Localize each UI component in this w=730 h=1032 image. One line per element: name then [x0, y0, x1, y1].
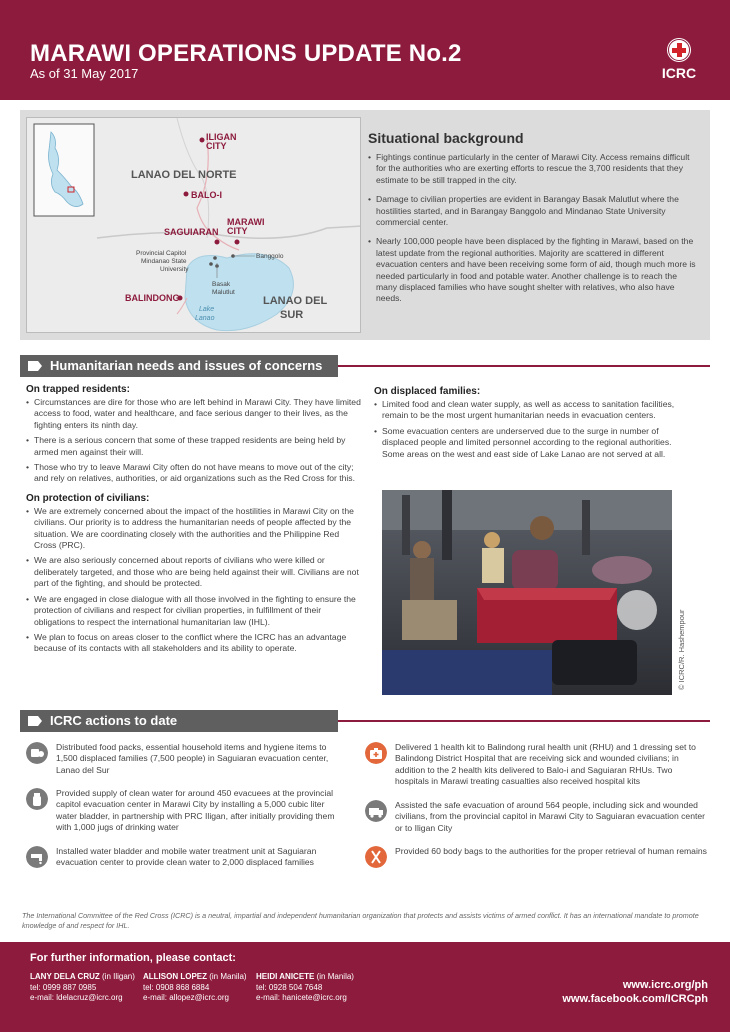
body-bag-icon — [365, 846, 387, 868]
map-graphic — [27, 118, 361, 333]
contact-tel: tel: 0908 868 6884 — [143, 982, 210, 992]
displaced-heading: On displaced families: — [374, 386, 481, 397]
protection-item: • We plan to focus on areas closer to the conflict where the ICRC has an advantage because of its contacts with all stakeholders and its ability to operate. — [26, 632, 362, 655]
location-map — [26, 117, 361, 333]
contact-location: (in Manila) — [316, 972, 354, 981]
evacuation-center-photo — [382, 490, 672, 695]
logo-text: ICRC — [661, 65, 697, 81]
contact-location: (in Iligan) — [102, 972, 135, 981]
map-label-lanao-sur: LANAO DEL — [263, 295, 328, 307]
map-label-balo-i: BALO-I — [191, 190, 222, 200]
map-label-saguiaran: SAGUIARAN — [164, 227, 219, 237]
protection-heading: On protection of civilians: — [26, 492, 150, 504]
map-label-balindong: BALINDONG — [125, 293, 180, 303]
page-date: As of 31 May 2017 — [30, 66, 139, 81]
photo-credit: © ICRC/R. Hashempour — [677, 609, 686, 690]
contact-email[interactable]: e-mail: hanicete@icrc.org — [256, 993, 347, 1002]
situational-list — [368, 152, 698, 305]
displaced-list — [374, 399, 690, 460]
contact-name: LANY DELA CRUZ — [30, 972, 100, 981]
icrc-logo — [656, 38, 702, 81]
trapped-list — [26, 397, 362, 485]
situational-background — [368, 130, 698, 313]
evacuation-vehicle-icon — [365, 800, 387, 822]
contact-name: ALLISON LOPEZ — [143, 972, 207, 981]
map-label-basak-2: Malutlut — [212, 289, 235, 296]
map-label-iligan-2: CITY — [206, 141, 227, 151]
page-title: MARAWI OPERATIONS UPDATE No.2 — [30, 40, 462, 67]
action-text: Installed water bladder and mobile water treatment unit at Saguiaran evacuation center to provide clean water to 2,000 displaced families — [56, 846, 317, 868]
situational-title: Situational background — [368, 130, 524, 146]
water-tap-icon — [26, 846, 48, 868]
action-text: Provided supply of clean water for around 450 evacuees at the provincial capitol evacuation center in Marawi City by installing a 5,000 cubic liter water bladder, in partnership with PRC Iligan, after initially providing them with 1,000 jugs of drinking water — [56, 788, 335, 833]
trapped-item: • Circumstances are dire for those who are left behind in Marawi City. They have limited access to food, water and healthcare, and face serious danger to their lives, as the fighting enters its ninth day. — [26, 397, 362, 431]
map-label-lanao-sur-2: SUR — [280, 309, 304, 321]
action-text: Provided 60 body bags to the authorities for the proper retrieval of human remains — [395, 846, 707, 856]
displaced-item: • Some evacuation centers are underserved due to the surge in number of displaced people and limited personnel according to the regional authorities. Some areas on the west and east side of Lake Lanao are not served at all. — [374, 426, 690, 460]
displaced-item: • Limited food and clean water supply, as well as access to sanitation facilities, remain to be the most urgent humanitarian needs in evacuation centers. — [374, 399, 690, 422]
contact-card — [30, 972, 135, 1004]
icrc-disclaimer: The International Committee of the Red Cross (ICRC) is a neutral, impartial and independent humanitarian organization that protects and assists victims of armed conflict. It has an international mandate to promote knowledge of and respect for IHL. — [22, 911, 699, 930]
health-kit-icon — [365, 742, 387, 764]
water-bottle-icon — [26, 788, 48, 810]
map-label-capitol-2: Mindanao State — [141, 258, 187, 265]
map-label-basak: Basak — [212, 281, 231, 288]
map-label-marawi: MARAWI — [227, 217, 265, 227]
website-link[interactable]: www.icrc.org/ph — [622, 979, 708, 991]
needs-section-title: Humanitarian needs and issues of concerns — [50, 358, 323, 373]
protection-item: • We are engaged in close dialogue with all those involved in the fighting to ensure the protection of civilians and respect for civilian properties, in fulfillment of their obligations to respect the international humanitarian law (IHL). — [26, 594, 362, 628]
map-label-capitol-3: University — [160, 266, 189, 273]
action-text: Delivered 1 health kit to Balindong rural health unit (RHU) and 1 dressing set to Balindong District Hospital that are receiving sick and wounded civilians; in addition to the 2 health kits delivered to Balo-i and Saguiaran RHUs. Two hospitals in Marawi treating casualties also received hospital kits — [395, 742, 696, 787]
footer-links — [562, 978, 708, 1006]
contact-card — [256, 972, 354, 1004]
map-label-iligan: ILIGAN — [206, 132, 237, 142]
tag-arrow-icon — [28, 361, 42, 371]
action-text: Distributed food packs, essential household items and hygiene items to 1,500 displaced families (7,500 people) in Saguiaran evacuation center, Lanao del Sur — [56, 742, 329, 775]
contact-location: (in Manila) — [209, 972, 247, 981]
map-label-capitol: Provincial Capitol — [136, 250, 187, 257]
footer-title: For further information, please contact: — [30, 952, 236, 964]
situational-item: • Damage to civilian properties are evident in Barangay Basak Malutlut where the hostilities started, and in Barangay Banggolo and Mindanao State University commercial center. — [368, 194, 698, 228]
red-cross-emblem-icon — [667, 38, 691, 62]
map-label-lake-2: Lanao — [195, 315, 215, 322]
section-divider — [338, 720, 710, 722]
trapped-item: • There is a serious concern that some of these trapped residents are being held by armed men against their will. — [26, 435, 362, 458]
needs-right-column — [374, 386, 690, 468]
photo-illustration — [382, 490, 672, 695]
section-divider — [338, 365, 710, 367]
trapped-item: • Those who try to leave Marawi City often do not have means to move out of the city; and rely on relatives, authorities, or aid organizations such as the Red Cross for this. — [26, 462, 362, 485]
contact-email[interactable]: e-mail: allopez@icrc.org — [143, 993, 229, 1002]
header-banner — [0, 0, 730, 100]
map-label-lake: Lake — [199, 306, 215, 313]
protection-list — [26, 506, 362, 655]
actions-section-bar — [20, 710, 338, 732]
tag-arrow-icon — [28, 716, 42, 726]
needs-section-bar — [20, 355, 338, 377]
trapped-heading: On trapped residents: — [26, 384, 130, 395]
situational-item: • Nearly 100,000 people have been displaced by the fighting in Marawi, based on the latest update from the regional authorities. Majority are scattered in different evacuation centers and have been receiving some form of aid, though much more is needed particularly in food and potable water. Another challenge is to reach the many displaced families who have sought shelter with relatives, who also have needs. — [368, 236, 698, 304]
contact-email[interactable]: e-mail: ldelacruz@icrc.org — [30, 993, 123, 1002]
protection-item: • We are extremely concerned about the impact of the hostilities in Marawi City on the civilians. Our priority is to address the humanitarian needs of people affected by the situation. We are coordinating closely with the authorities and the Philippine Red Cross (PRC). — [26, 506, 362, 552]
actions-section-title: ICRC actions to date — [50, 713, 178, 728]
needs-left-column — [26, 384, 362, 663]
contact-name: HEIDI ANICETE — [256, 972, 315, 981]
facebook-link[interactable]: www.facebook.com/ICRCph — [562, 993, 708, 1005]
map-label-lanao-norte: LANAO DEL NORTE — [131, 169, 237, 181]
map-label-marawi-2: CITY — [227, 226, 248, 236]
situational-panel — [20, 110, 710, 340]
footer — [0, 942, 730, 1032]
contact-tel: tel: 0928 504 7648 — [256, 982, 323, 992]
food-pack-icon — [26, 742, 48, 764]
situational-item: • Fightings continue particularly in the center of Marawi City. Access remains difficult for the authorities who are exerting efforts to rescue the 3,700 residents that they estimate to be still trapped in the city. — [368, 152, 698, 186]
action-text: Assisted the safe evacuation of around 564 people, including sick and wounded civilians, from the provincial capitol in Marawi City to Saguiaran evacuation center or to Iligan City — [395, 800, 705, 833]
map-label-banggolo: Banggolo — [256, 253, 284, 260]
contact-card — [143, 972, 247, 1004]
contact-tel: tel: 0999 887 0985 — [30, 982, 97, 992]
protection-item: • We are also seriously concerned about reports of civilians who were killed or deliberately targeted, and those who are being held against their will. Civilians are not part of the fighting, and should be protected. — [26, 555, 362, 589]
